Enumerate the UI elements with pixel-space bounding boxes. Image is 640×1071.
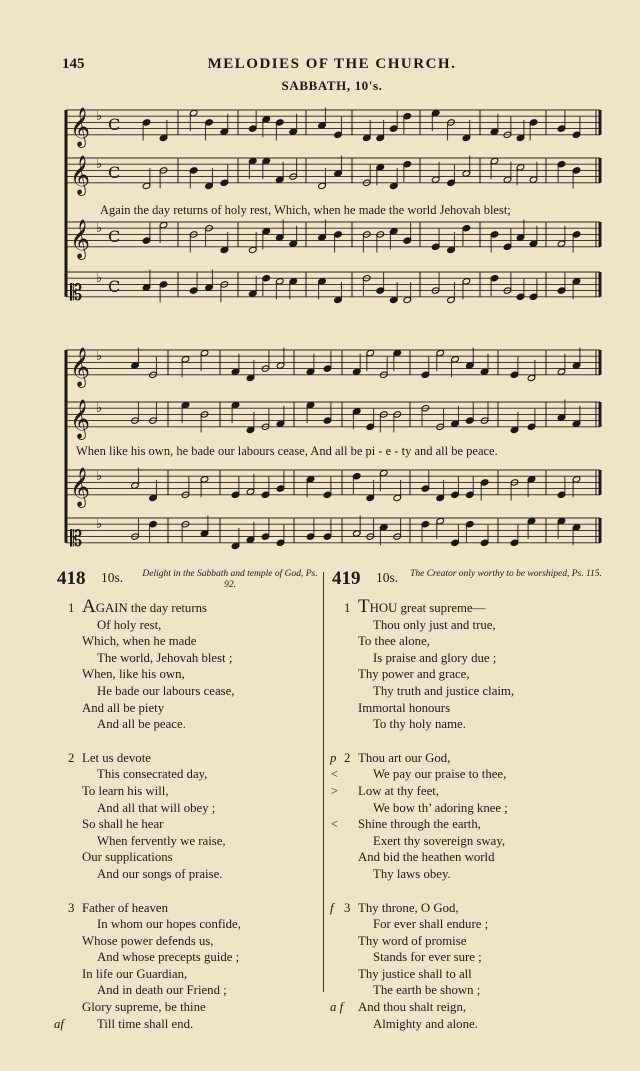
verse-text [358, 596, 486, 617]
verse-line [68, 982, 318, 999]
verse-words: Shine through the earth, [358, 817, 481, 832]
verse-words: To thy holy name. [373, 717, 466, 732]
verse-words: When, like his own, [82, 667, 185, 682]
verse-line [68, 683, 318, 700]
verse-words: In life our Guardian, [82, 966, 188, 981]
dynamic-mark: af [54, 1016, 64, 1031]
verse-line [68, 916, 318, 933]
stanza-number: 1 [68, 601, 75, 615]
flat-sign-icon: ♭ [96, 108, 103, 124]
verse-text [82, 666, 185, 683]
flat-sign-icon: ♭ [96, 270, 103, 286]
drop-capital: A [82, 596, 96, 617]
verse-text [358, 900, 459, 917]
verse-text [97, 866, 222, 883]
verse-text [97, 949, 239, 966]
verse-line [68, 866, 318, 883]
verse-line [68, 783, 318, 800]
verse-text [82, 633, 196, 650]
verse-text [82, 966, 187, 983]
staff [66, 219, 600, 260]
verse-line [68, 966, 318, 983]
verse-words: Thou only just and true, [373, 617, 496, 632]
verse-line [344, 633, 602, 650]
verse-line [344, 866, 602, 883]
music-lyric-line-2: When like his own, he bade our labours cease, And all be pi - e - ty and all be peace. [76, 444, 498, 458]
dynamic-mark: > [330, 783, 339, 798]
verse-words: Stands for ever sure ; [373, 950, 482, 965]
verse-words: Thy power and grace, [358, 667, 470, 682]
verse-line [344, 849, 602, 866]
hymn-subject: Delight in the Sabbath and temple of God, Ps. 92. [142, 569, 318, 590]
verse-words: And all be piety [82, 700, 165, 715]
verse-line [330, 750, 602, 767]
verse-text [97, 766, 207, 783]
stanza [68, 750, 318, 883]
verse-words: And all that will obey ; [97, 800, 216, 815]
verse-text [82, 596, 207, 617]
verse-text [82, 900, 168, 917]
hymn-subject: The Creator only worthy to be worshiped, Ps. 115. [410, 569, 602, 579]
treble-clef-icon: 𝄞 [70, 106, 91, 147]
verse-line [344, 800, 602, 817]
treble-clef-icon: 𝄞 [70, 346, 91, 387]
treble-clef-icon: 𝄞 [70, 398, 91, 439]
flat-sign-icon: ♭ [96, 156, 103, 172]
verse-line [344, 916, 602, 933]
verse-words: To learn his will, [82, 783, 169, 798]
verse-line [344, 949, 602, 966]
verse-words: HOU great supreme— [369, 601, 486, 615]
verse-text [373, 650, 496, 667]
verse-words: And whose precepts guide ; [97, 950, 240, 965]
verse-words: Which, when he made [82, 634, 197, 649]
verse-text [373, 866, 451, 883]
verse-words: Till time shall end. [97, 1016, 194, 1031]
verse-text [358, 966, 472, 983]
verse-text [373, 617, 496, 634]
flat-sign-icon: ♭ [96, 468, 103, 484]
verse-text [82, 849, 173, 866]
verse-words: In whom our hopes confide, [97, 917, 241, 932]
verse-text [358, 999, 466, 1016]
verse-line [330, 783, 602, 800]
verse-text [97, 683, 235, 700]
verse-words: Thy truth and justice claim, [373, 683, 515, 698]
verse-words: Low at thy feet, [358, 783, 440, 798]
verse-words: And thou shalt reign, [358, 1000, 467, 1015]
verse-line [54, 1016, 318, 1033]
stanza [68, 596, 318, 733]
verse-words: Father of heaven [82, 900, 168, 915]
verse-words: To thee alone, [358, 634, 430, 649]
verse-line [68, 900, 318, 917]
page-number: 145 [62, 56, 85, 72]
verse-text [373, 833, 505, 850]
verse-text [358, 700, 450, 717]
verse-text [373, 766, 506, 783]
hymn-meter: 10s. [101, 570, 124, 585]
verse-text [82, 783, 169, 800]
stanza-number: 3 [68, 900, 75, 915]
column-divider [323, 572, 324, 992]
hymn-number: 418 [57, 568, 86, 589]
verse-line [330, 900, 602, 917]
verse-text [97, 716, 186, 733]
dynamic-mark: < [330, 817, 339, 832]
verse-text [373, 683, 514, 700]
verse-text [358, 666, 470, 683]
verse-words: Thy justice shall to all [358, 966, 472, 981]
staff [66, 107, 600, 148]
verse-text [373, 916, 488, 933]
verse-text [373, 949, 482, 966]
stanza [344, 596, 602, 733]
staff [66, 399, 600, 440]
verse-text [358, 933, 466, 950]
verse-words: Almighty and alone. [373, 1016, 478, 1031]
verse-text [97, 617, 161, 634]
time-signature-icon: C [108, 276, 121, 296]
stanza [54, 900, 318, 1033]
verse-text [82, 700, 164, 717]
verse-text [82, 750, 151, 767]
verse-line [68, 633, 318, 650]
verse-words: And bid the heathen world [358, 850, 495, 865]
verse-line [68, 617, 318, 634]
staff [66, 467, 600, 508]
flat-sign-icon: ♭ [96, 348, 103, 364]
treble-clef-icon: 𝄞 [70, 466, 91, 507]
verse-text [373, 716, 466, 733]
time-signature-icon: C [108, 226, 121, 246]
verse-words: And in death our Friend ; [97, 983, 227, 998]
verse-words: Exert thy sovereign sway, [373, 833, 506, 848]
verse-words: Thy word of promise [358, 933, 467, 948]
stanza-number: 3 [344, 900, 351, 915]
time-signature-icon: C [108, 162, 121, 182]
verse-words: Thy laws obey. [373, 866, 451, 881]
verse-words: He bade our labours cease, [97, 683, 235, 698]
verse-line [344, 982, 602, 999]
hymn-418-heading [57, 568, 319, 598]
verse-words: For ever shall endure ; [373, 917, 489, 932]
verse-words: Thou art our God, [358, 750, 451, 765]
stanza-number: 1 [344, 601, 351, 615]
verse-line [344, 933, 602, 950]
verse-words: So shall he hear [82, 817, 164, 832]
verse-line [344, 833, 602, 850]
verse-words: We pay our praise to thee, [373, 767, 507, 782]
verse-words: We bow th’ adoring knee ; [373, 800, 508, 815]
verse-line [344, 716, 602, 733]
verse-line [68, 849, 318, 866]
verse-words: Our supplications [82, 850, 173, 865]
verse-text [97, 800, 215, 817]
verse-text [97, 650, 232, 667]
verse-text [358, 750, 450, 767]
verse-text [97, 982, 227, 999]
flat-sign-icon: ♭ [96, 400, 103, 416]
c-clef-icon: 𝄡 [70, 526, 83, 552]
treble-clef-icon: 𝄞 [70, 218, 91, 259]
verse-words: The earth be shown ; [373, 983, 481, 998]
verse-words: Is praise and glory due ; [373, 650, 497, 665]
stanza [330, 750, 602, 883]
verse-line [330, 766, 602, 783]
verse-words: Whose power defends us, [82, 933, 214, 948]
verse-text [97, 1016, 193, 1033]
verse-line [68, 933, 318, 950]
verse-words: And our songs of praise. [97, 866, 223, 881]
staff [66, 155, 600, 196]
verse-line [68, 949, 318, 966]
drop-capital: T [358, 596, 370, 617]
dynamic-mark: f [330, 900, 334, 915]
verse-line [68, 800, 318, 817]
verse-text [373, 1016, 478, 1033]
verse-line [68, 700, 318, 717]
verse-words: Let us devote [82, 750, 151, 765]
verse-text [358, 849, 494, 866]
hymn-number: 419 [332, 568, 361, 589]
hymn-418-verses [54, 596, 318, 1049]
bleed-through-text [605, 590, 640, 1010]
verse-words: Immortal honours [358, 700, 451, 715]
staff [66, 516, 600, 552]
verse-line [68, 766, 318, 783]
verse-line [68, 596, 318, 617]
verse-line [344, 596, 602, 617]
verse-text [358, 783, 439, 800]
verse-line [68, 650, 318, 667]
verse-line [68, 999, 318, 1016]
verse-line [344, 966, 602, 983]
verse-words: GAIN the day returns [95, 601, 207, 615]
verse-line [344, 1016, 602, 1033]
verse-line [68, 666, 318, 683]
verse-words: When fervently we raise, [97, 833, 226, 848]
music-lyric-line-1: Again the day returns of holy rest, Which, when he made the world Jehovah blest; [100, 203, 511, 217]
verse-text [82, 816, 163, 833]
c-clef-icon: 𝄡 [70, 280, 83, 306]
dynamic-mark: a f [330, 1000, 344, 1015]
verse-line [344, 666, 602, 683]
verse-text [373, 982, 480, 999]
stanza [330, 900, 602, 1033]
stanza-number: 2 [344, 750, 351, 765]
hymn-419-verses [330, 596, 602, 1049]
verse-line [68, 833, 318, 850]
tune-name: SABBATH, 10's. [281, 78, 383, 93]
verse-line [344, 700, 602, 717]
verse-words: Of holy rest, [97, 617, 162, 632]
verse-text [97, 916, 241, 933]
verse-text [358, 816, 481, 833]
verse-words: Thy throne, O God, [358, 900, 459, 915]
verse-line [330, 816, 602, 833]
verse-text [82, 999, 206, 1016]
dynamic-mark: < [330, 767, 339, 782]
verse-text [358, 633, 430, 650]
verse-text [97, 833, 226, 850]
staff [66, 270, 600, 306]
verse-text [373, 800, 508, 817]
running-header [62, 56, 602, 76]
verse-line [330, 999, 602, 1016]
verse-line [344, 617, 602, 634]
verse-words: And all be peace. [97, 717, 186, 732]
verse-line [344, 683, 602, 700]
running-title: MELODIES OF THE CHURCH. [207, 56, 457, 72]
treble-clef-icon: 𝄞 [70, 154, 91, 195]
verse-line [68, 716, 318, 733]
verse-words: The world, Jehovah blest ; [97, 650, 233, 665]
dynamic-mark: p [330, 750, 337, 765]
flat-sign-icon: ♭ [96, 516, 103, 532]
flat-sign-icon: ♭ [96, 220, 103, 236]
verse-line [68, 750, 318, 767]
verse-words: This consecrated day, [97, 767, 208, 782]
time-signature-icon: C [108, 114, 121, 134]
hymn-meter: 10s. [376, 570, 399, 585]
verse-line [68, 816, 318, 833]
stanza-number: 2 [68, 750, 75, 765]
verse-text [82, 933, 214, 950]
verse-words: Glory supreme, be thine [82, 1000, 206, 1015]
hymn-419-heading [332, 568, 602, 598]
staff [66, 347, 600, 388]
verse-line [344, 650, 602, 667]
